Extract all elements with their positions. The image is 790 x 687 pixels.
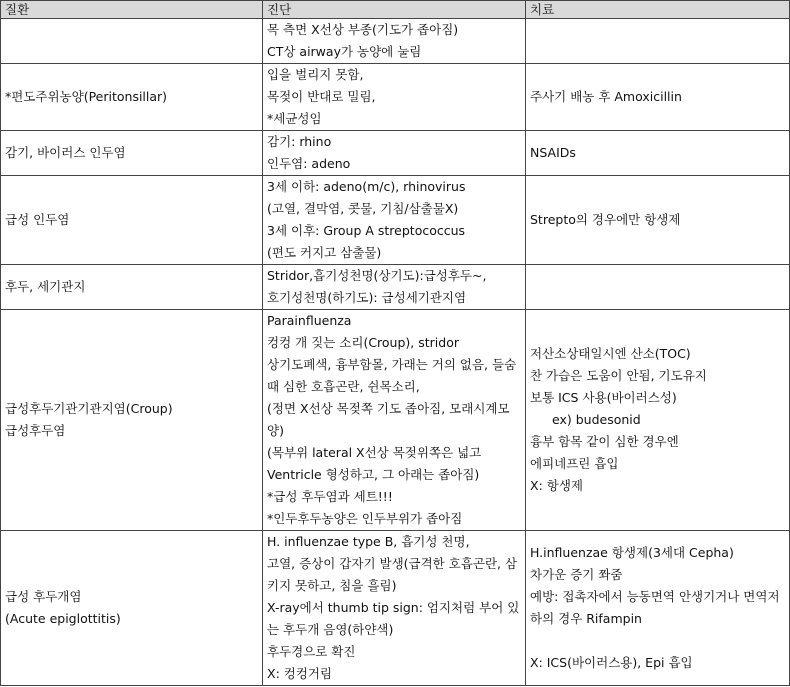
text-line: 예방: 접촉자에서 능동면역 안생기거나 면역저하의 경우 Rifampin bbox=[530, 589, 780, 626]
text-line: 에피네프린 흡입 bbox=[530, 456, 619, 471]
table-row bbox=[1, 265, 790, 310]
cell-treatment bbox=[526, 64, 790, 131]
text-line: 호기성천명(하기도): 급성세기관지염 bbox=[267, 290, 467, 305]
cell-treatment bbox=[526, 310, 790, 531]
text-line: 찬 가습은 도움이 안됨, 기도유지 bbox=[530, 368, 707, 383]
cell-disease bbox=[1, 310, 263, 531]
text-line: Strepto의 경우에만 항생제 bbox=[530, 212, 681, 227]
text-line: 후두, 세기관지 bbox=[5, 279, 86, 294]
text-line: (정면 X선상 목젖쪽 기도 좁아짐, 모래시계모양) bbox=[267, 401, 510, 438]
cell-disease bbox=[1, 131, 263, 176]
text-line: CT상 airway가 농양에 눌림 bbox=[267, 44, 422, 59]
cell-disease bbox=[1, 531, 263, 686]
text-line: 보통 ICS 사용(바이러스성) bbox=[530, 390, 677, 405]
text-line: ex) budesonid bbox=[552, 412, 641, 427]
text-line: 목 측면 X선상 부종(기도가 좁아짐) bbox=[267, 22, 459, 37]
text-line: X: 항생제 bbox=[530, 478, 583, 493]
text-line: *세균성임 bbox=[267, 111, 322, 126]
table-row bbox=[1, 310, 790, 531]
cell-diagnosis bbox=[263, 176, 526, 265]
text-line: (목부위 lateral X선상 목젖위쪽은 넓고 Ventricle 형성하고, 그 아래는 좁아짐) bbox=[267, 445, 482, 482]
table-row bbox=[1, 19, 790, 64]
cell-treatment bbox=[526, 19, 790, 64]
header-row bbox=[1, 1, 790, 19]
text-line: 감기, 바이러스 인두염 bbox=[5, 145, 126, 160]
cell-diagnosis bbox=[263, 19, 526, 64]
header-disease: 질환 bbox=[1, 1, 263, 19]
header-treatment: 치료 bbox=[526, 1, 790, 19]
cell-disease bbox=[1, 19, 263, 64]
text-line: 급성후두기관기관지염(Croup) bbox=[5, 401, 173, 416]
cell-treatment bbox=[526, 131, 790, 176]
text-line: 주사기 배농 후 Amoxicillin bbox=[530, 89, 682, 104]
text-line: 컹컹 개 짖는 소리(Croup), stridor bbox=[267, 335, 459, 350]
text-line: X: 컹컹거림 bbox=[267, 666, 333, 681]
text-line: 상기도폐색, 흉부함몰, 가래는 거의 없음, 들숨 때 심한 호흡곤란, 쉰목소리, bbox=[267, 357, 517, 394]
text-line: *편도주위농양(Peritonsillar) bbox=[5, 89, 168, 104]
text-line: NSAIDs bbox=[530, 145, 576, 160]
text-line bbox=[530, 630, 785, 652]
text-line: *급성 후두염과 세트!!! bbox=[267, 489, 393, 504]
cell-disease bbox=[1, 176, 263, 265]
cell-treatment bbox=[526, 265, 790, 310]
text-line: 흉부 함목 같이 심한 경우엔 bbox=[530, 434, 679, 449]
cell-diagnosis bbox=[263, 131, 526, 176]
text-line: 입을 벌리지 못함, bbox=[267, 67, 364, 82]
cell-diagnosis bbox=[263, 531, 526, 686]
table-row bbox=[1, 64, 790, 131]
text-line: 고열, 증상이 갑자기 발생(급격한 호흡곤란, 삼키지 못하고, 침을 흘림) bbox=[267, 556, 518, 593]
text-line: 급성후두염 bbox=[5, 423, 66, 438]
text-line: Stridor,흡기성천명(상기도):급성후두~, bbox=[267, 268, 487, 283]
text-line: 급성 인두염 bbox=[5, 212, 70, 227]
text-line: 감기: rhino bbox=[267, 134, 332, 149]
cell-disease bbox=[1, 265, 263, 310]
cell-treatment bbox=[526, 176, 790, 265]
text-line: (Acute epiglottitis) bbox=[5, 611, 121, 626]
text-line: (고열, 결막염, 콧물, 기침/삼출물X) bbox=[267, 201, 459, 216]
text-line: 후두경으로 확진 bbox=[267, 644, 356, 659]
cell-diagnosis bbox=[263, 265, 526, 310]
text-line: H.influenzae 항생제(3세대 Cepha) bbox=[530, 545, 734, 560]
table-row bbox=[1, 531, 790, 686]
text-line: H. influenzae type B, 흡기성 천명, bbox=[267, 534, 470, 549]
cell-disease bbox=[1, 64, 263, 131]
text-line: 급성 후두개염 bbox=[5, 589, 82, 604]
cell-treatment bbox=[526, 531, 790, 686]
cell-diagnosis bbox=[263, 310, 526, 531]
text-line: 3세 이후: Group A streptococcus bbox=[267, 223, 466, 238]
text-line: 3세 이하: adeno(m/c), rhinovirus bbox=[267, 179, 466, 194]
text-line: 저산소상태일시엔 산소(TOC) bbox=[530, 346, 691, 361]
text-line: 차가운 증기 쫘줌 bbox=[530, 567, 623, 582]
text-line: X: ICS(바이러스용), Epi 흡입 bbox=[530, 655, 693, 670]
table-row bbox=[1, 131, 790, 176]
text-line: X-ray에서 thumb tip sign: 엄지처럼 부어 있는 후두개 음영(하얀색) bbox=[267, 600, 520, 637]
cell-diagnosis bbox=[263, 64, 526, 131]
table-row bbox=[1, 176, 790, 265]
header-diagnosis: 진단 bbox=[263, 1, 526, 19]
text-line: *인두후두농양은 인두부위가 좁아짐 bbox=[267, 511, 463, 526]
text-line: Parainfluenza bbox=[267, 313, 352, 328]
text-line: 인두염: adeno bbox=[267, 156, 351, 171]
text-line: 목젖이 반대로 밀림, bbox=[267, 89, 376, 104]
text-line: (편도 커지고 삼출물) bbox=[267, 245, 382, 260]
